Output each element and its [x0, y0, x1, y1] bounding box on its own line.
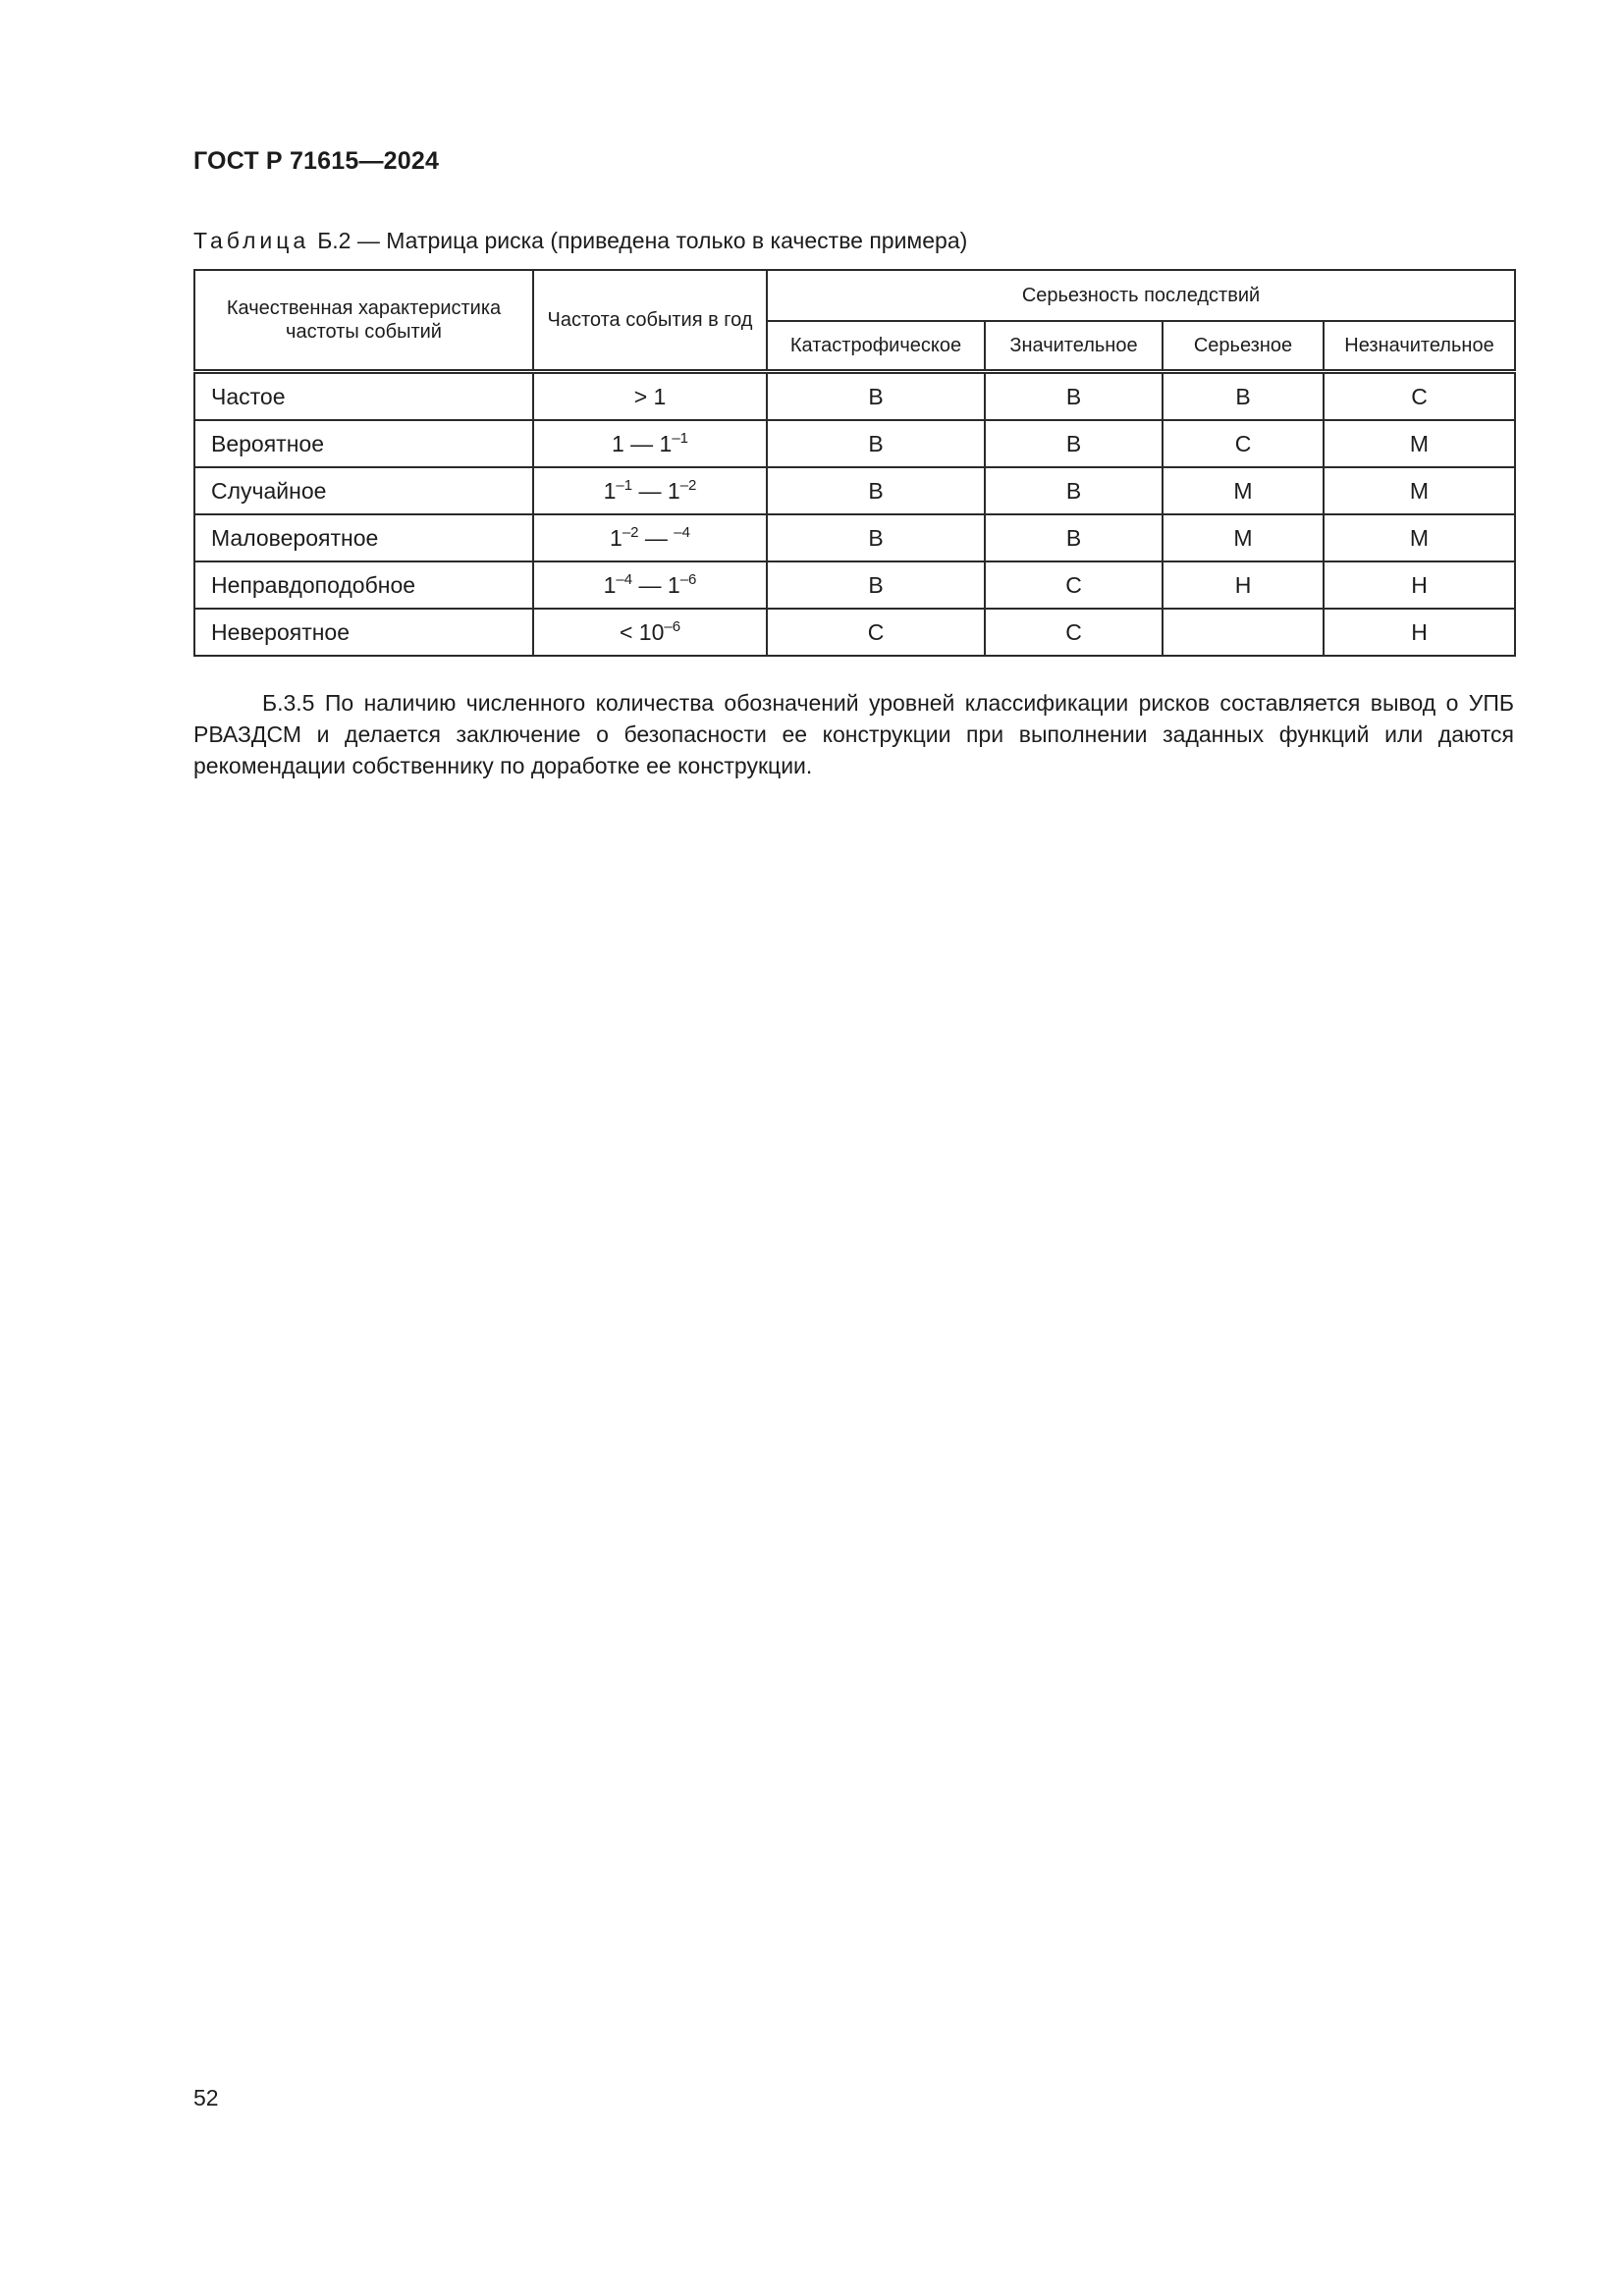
cell-significant: С	[985, 609, 1163, 656]
table-row	[194, 514, 1515, 561]
cell-minor: Н	[1324, 561, 1515, 609]
table-caption-text: Б.2 — Матрица риска (приведена только в качестве примера)	[317, 228, 968, 253]
row-frequency: < $10^{-6}$	[533, 609, 767, 656]
cell-serious	[1163, 609, 1324, 656]
cell-significant: В	[985, 514, 1163, 561]
cell-catastrophic: В	[767, 420, 985, 467]
cell-catastrophic: В	[767, 514, 985, 561]
document-code: ГОСТ Р 71615—2024	[193, 147, 440, 175]
row-category: Вероятное	[194, 420, 533, 467]
table-row	[194, 420, 1515, 467]
cell-significant: В	[985, 372, 1163, 421]
cell-serious: Н	[1163, 561, 1324, 609]
row-frequency: > 1	[533, 372, 767, 421]
row-frequency: $1^{-2}$ — $^{-4}$	[533, 514, 767, 561]
table-caption-label: Таблица	[193, 228, 310, 253]
table-row	[194, 561, 1515, 609]
cell-catastrophic: С	[767, 609, 985, 656]
cell-significant: В	[985, 420, 1163, 467]
cell-minor: С	[1324, 372, 1515, 421]
header-frequency: Частота события в год	[533, 270, 767, 372]
page-number: 52	[193, 2085, 219, 2110]
row-category: Частое	[194, 372, 533, 421]
row-category: Случайное	[194, 467, 533, 514]
cell-serious: М	[1163, 514, 1324, 561]
cell-catastrophic: В	[767, 372, 985, 421]
cell-catastrophic: В	[767, 561, 985, 609]
row-frequency: 1 — $1^{-1}$	[533, 420, 767, 467]
row-frequency: $1^{-1}$ — $1^{-2}$	[533, 467, 767, 514]
header-severity-group: Серьезность последствий	[767, 270, 1515, 321]
header-severity-serious: Серьезное	[1163, 321, 1324, 372]
cell-significant: С	[985, 561, 1163, 609]
cell-minor: Н	[1324, 609, 1515, 656]
cell-catastrophic: В	[767, 467, 985, 514]
header-characteristic: Качественная характеристика частоты событий	[194, 270, 533, 372]
cell-serious: М	[1163, 467, 1324, 514]
table-caption	[193, 228, 967, 254]
cell-significant: В	[985, 467, 1163, 514]
table-row	[194, 609, 1515, 656]
row-category: Невероятное	[194, 609, 533, 656]
body-paragraph: Б.3.5 По наличию численного количества обозначений уровней классификации рисков составляется вывод о УПБ РВАЗДСМ и делается заключение о безопасности ее конструкции при выполнении заданных функций или даются рекомендации собственнику по доработке ее конструкции.	[193, 690, 1514, 778]
cell-minor: М	[1324, 514, 1515, 561]
cell-minor: М	[1324, 420, 1515, 467]
cell-serious: С	[1163, 420, 1324, 467]
cell-serious: В	[1163, 372, 1324, 421]
risk-matrix-table	[193, 269, 1516, 657]
table-row	[194, 467, 1515, 514]
row-frequency: $1^{-4}$ — $1^{-6}$	[533, 561, 767, 609]
header-severity-minor: Незначительное	[1324, 321, 1515, 372]
cell-minor: М	[1324, 467, 1515, 514]
table-row	[194, 372, 1515, 421]
row-category: Неправдоподобное	[194, 561, 533, 609]
header-severity-significant: Значительное	[985, 321, 1163, 372]
header-severity-catastrophic: Катастрофическое	[767, 321, 985, 372]
row-category: Маловероятное	[194, 514, 533, 561]
